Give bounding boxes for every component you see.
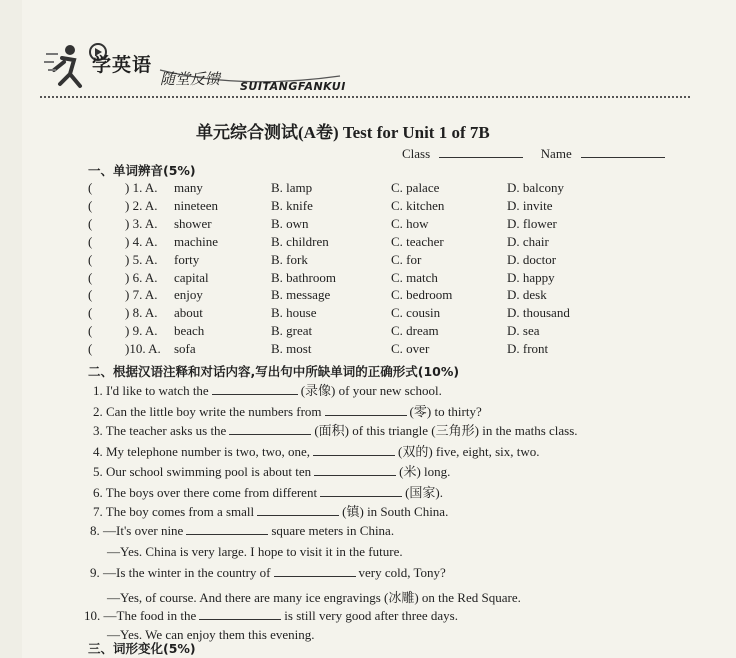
sentence-end: square meters in China.: [271, 523, 395, 538]
option-b: B. fork: [271, 251, 308, 267]
sentence-start: 2. Can the little boy write the numbers from: [93, 404, 322, 419]
sentence-start: —Yes. China is very large. I hope to visit it in the future.: [107, 544, 403, 559]
sentence-end: (双的) five, eight, six, two.: [398, 444, 540, 459]
section1-heading: 一、单词辨音(5%): [88, 163, 196, 178]
fill-blank-line: [107, 587, 521, 606]
option-c: C. how: [391, 215, 429, 231]
option-c: C. for: [391, 251, 422, 267]
fill-blank-line: [90, 564, 446, 581]
sentence-start: 3. The teacher asks us the: [93, 423, 227, 438]
answer-paren[interactable]: (: [88, 233, 93, 249]
sentence-start: 7. The boy comes from a small: [93, 504, 255, 519]
option-a: beach: [174, 323, 205, 339]
sentence-start: 1. I'd like to watch the: [93, 383, 209, 398]
option-d: D. flower: [507, 215, 557, 231]
answer-paren[interactable]: (: [88, 197, 93, 213]
section3-heading: 三、词形变化(5%): [88, 641, 196, 656]
answer-paren[interactable]: (: [88, 305, 93, 321]
logo-script: 随堂反馈: [160, 70, 221, 88]
page-left-edge: [0, 0, 23, 658]
fill-blank-line: [90, 522, 394, 539]
option-a: capital: [174, 269, 209, 285]
sentence-end: (零) to thirty?: [409, 404, 482, 419]
fill-blank-line: [93, 401, 482, 420]
question-row: [88, 287, 688, 305]
answer-blank[interactable]: [186, 522, 268, 535]
sentence-start: 8. —It's over nine: [90, 523, 184, 538]
option-a: forty: [174, 251, 200, 267]
option-num: ) 9. A.: [125, 323, 158, 339]
option-a: about: [174, 305, 203, 321]
fill-blank-line: [93, 420, 578, 439]
option-a: sofa: [174, 341, 196, 357]
option-b: B. most: [271, 341, 312, 357]
option-c: C. over: [391, 341, 430, 357]
option-c: C. bedroom: [391, 287, 453, 303]
option-c: C. teacher: [391, 233, 444, 249]
answer-paren[interactable]: (: [88, 269, 93, 285]
class-name-line: [402, 145, 665, 162]
option-a: enjoy: [174, 287, 203, 303]
logo-text: 学英语: [92, 54, 153, 76]
option-num: ) 4. A.: [125, 233, 158, 249]
answer-paren[interactable]: (: [88, 287, 93, 303]
option-a: nineteen: [174, 197, 219, 213]
answer-blank[interactable]: [229, 422, 311, 435]
sentence-end: is still very good after three days.: [284, 608, 458, 623]
option-d: D. thousand: [507, 305, 570, 321]
sentence-end: (国家).: [405, 485, 443, 500]
option-b: B. children: [271, 233, 329, 249]
answer-paren[interactable]: (: [88, 251, 93, 267]
answer-blank[interactable]: [212, 382, 298, 395]
option-num: )10. A.: [125, 341, 161, 357]
option-num: ) 8. A.: [125, 305, 158, 321]
sentence-end: (镇) in South China.: [342, 504, 449, 519]
question-row: [88, 234, 688, 252]
sentence-end: (面积) of this triangle (三角形) in the maths class.: [314, 423, 578, 438]
option-num: ) 1. A.: [125, 180, 158, 195]
question-row: [88, 323, 688, 341]
option-b: B. great: [271, 323, 313, 339]
option-b: B. knife: [271, 197, 313, 213]
answer-paren[interactable]: (: [88, 341, 93, 357]
question-row: [88, 198, 688, 216]
sentence-start: 5. Our school swimming pool is about ten: [93, 464, 312, 479]
answer-blank[interactable]: [314, 463, 396, 476]
answer-blank[interactable]: [325, 403, 407, 416]
option-num: ) 5. A.: [125, 251, 158, 267]
sentence-start: 4. My telephone number is two, two, one,: [93, 444, 310, 459]
answer-paren[interactable]: (: [88, 323, 93, 339]
option-d: D. doctor: [507, 251, 557, 267]
class-label: Class: [402, 146, 431, 161]
answer-blank[interactable]: [257, 503, 339, 516]
page-title: 单元综合测试(A卷) Test for Unit 1 of 7B: [196, 123, 490, 142]
option-num: ) 6. A.: [125, 269, 158, 285]
sentence-start: 6. The boys over there come from different: [93, 485, 318, 500]
sentence-end: (米) long.: [399, 464, 451, 479]
option-b: B. lamp: [271, 180, 313, 195]
answer-blank[interactable]: [199, 607, 281, 620]
sentence-start: —Yes. We can enjoy them this evening.: [107, 627, 315, 642]
option-num: ) 3. A.: [125, 215, 158, 231]
fill-blank-line: [93, 441, 540, 460]
sentence-end: (录像) of your new school.: [300, 383, 442, 398]
option-c: C. dream: [391, 323, 439, 339]
option-d: D. balcony: [507, 180, 565, 195]
fill-blank-line: [93, 482, 443, 501]
question-row: [88, 252, 688, 270]
option-c: C. cousin: [391, 305, 441, 321]
option-a: shower: [174, 215, 212, 231]
option-d: D. chair: [507, 233, 549, 249]
fill-blank-line: [93, 461, 450, 480]
question-row: [88, 341, 688, 359]
fill-blank-line: [84, 607, 458, 624]
name-blank[interactable]: [581, 145, 665, 158]
option-a: machine: [174, 233, 219, 249]
option-num: ) 2. A.: [125, 197, 158, 213]
option-d: D. invite: [507, 197, 553, 213]
sentence-end: very cold, Tony?: [358, 565, 446, 580]
header-divider: [40, 96, 690, 98]
option-c: C. kitchen: [391, 197, 445, 213]
question-row: [88, 305, 688, 323]
class-blank[interactable]: [439, 145, 523, 158]
answer-blank[interactable]: [274, 564, 356, 577]
section2-heading: 二、根据汉语注释和对话内容,写出句中所缺单词的正确形式(10%): [88, 364, 460, 379]
option-d: D. happy: [507, 269, 555, 285]
fill-blank-line: [107, 544, 403, 560]
option-d: D. desk: [507, 287, 547, 303]
answer-paren[interactable]: (: [88, 180, 93, 195]
question-row: [88, 180, 688, 198]
option-d: D. sea: [507, 323, 540, 339]
answer-blank[interactable]: [313, 443, 395, 456]
option-b: B. message: [271, 287, 331, 303]
option-c: C. match: [391, 269, 438, 285]
logo-subtitle: SUITANGFANKUI: [240, 80, 346, 93]
answer-blank[interactable]: [320, 484, 402, 497]
answer-paren[interactable]: (: [88, 215, 93, 231]
option-c: C. palace: [391, 180, 440, 195]
name-label: Name: [540, 146, 572, 161]
sentence-start: —Yes, of course. And there are many ice engravings (冰雕) on the Red Square.: [107, 590, 521, 605]
fill-blank-line: [93, 380, 442, 399]
question-row: [88, 270, 688, 288]
option-b: B. own: [271, 215, 309, 231]
option-num: ) 7. A.: [125, 287, 158, 303]
option-a: many: [174, 180, 203, 195]
option-d: D. front: [507, 341, 549, 357]
sentence-start: 9. —Is the winter in the country of: [90, 565, 271, 580]
sentence-start: 10. —The food in the: [84, 608, 197, 623]
option-b: B. house: [271, 305, 317, 321]
question-row: [88, 216, 688, 234]
fill-blank-line: [93, 501, 448, 520]
option-b: B. bathroom: [271, 269, 336, 285]
